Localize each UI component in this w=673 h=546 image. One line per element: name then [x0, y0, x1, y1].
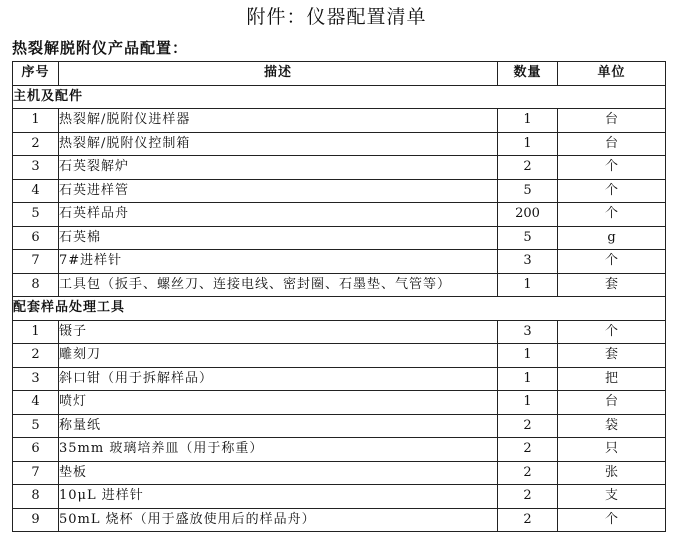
table-row: [13, 109, 666, 133]
row-unit: 个: [558, 320, 666, 344]
row-description: 10μL 进样针: [59, 485, 498, 509]
row-number: 3: [13, 367, 59, 391]
row-number: 2: [13, 132, 59, 156]
row-unit: 支: [558, 485, 666, 509]
row-unit: 套: [558, 344, 666, 368]
table-row: [13, 344, 666, 368]
row-quantity: 1: [498, 344, 558, 368]
document-title: 附件：仪器配置清单: [246, 6, 427, 28]
row-number: 6: [13, 438, 59, 462]
row-number: 7: [13, 250, 59, 274]
table-row: [13, 508, 666, 532]
row-unit: 袋: [558, 414, 666, 438]
row-quantity: 1: [498, 367, 558, 391]
section-title: 热裂解脱附仪产品配置：: [12, 39, 189, 57]
table-row: [13, 273, 666, 297]
row-description: 雕刻刀: [59, 344, 498, 368]
group-row: [13, 297, 666, 321]
row-number: 2: [13, 344, 59, 368]
row-description: 镊子: [59, 320, 498, 344]
header-quantity: 数量: [498, 62, 558, 86]
row-number: 7: [13, 461, 59, 485]
configuration-table: [12, 61, 666, 532]
table-row: [13, 438, 666, 462]
row-quantity: 1: [498, 132, 558, 156]
row-quantity: 1: [498, 273, 558, 297]
row-quantity: 3: [498, 250, 558, 274]
row-quantity: 1: [498, 391, 558, 415]
table-row: [13, 414, 666, 438]
row-quantity: 2: [498, 414, 558, 438]
row-quantity: 2: [498, 461, 558, 485]
row-description: 石英棉: [59, 226, 498, 250]
row-unit: 把: [558, 367, 666, 391]
table-body: [13, 85, 666, 532]
table-row: [13, 179, 666, 203]
header-unit: 单位: [558, 62, 666, 86]
row-number: 4: [13, 391, 59, 415]
header-no: 序号: [13, 62, 59, 86]
table-row: [13, 203, 666, 227]
row-number: 6: [13, 226, 59, 250]
row-unit: 个: [558, 179, 666, 203]
row-description: 喷灯: [59, 391, 498, 415]
row-number: 8: [13, 485, 59, 509]
row-number: 8: [13, 273, 59, 297]
table-row: [13, 485, 666, 509]
row-unit: 台: [558, 132, 666, 156]
table-row: [13, 226, 666, 250]
row-description: 热裂解/脱附仪控制箱: [59, 132, 498, 156]
row-number: 1: [13, 320, 59, 344]
row-number: 3: [13, 156, 59, 180]
table-row: [13, 132, 666, 156]
row-description: 斜口钳（用于拆解样品）: [59, 367, 498, 391]
table-row: [13, 250, 666, 274]
table-row: [13, 367, 666, 391]
row-number: 4: [13, 179, 59, 203]
row-unit: 台: [558, 109, 666, 133]
row-description: 石英进样管: [59, 179, 498, 203]
row-quantity: 1: [498, 109, 558, 133]
row-quantity: 2: [498, 485, 558, 509]
row-quantity: 5: [498, 226, 558, 250]
row-unit: 个: [558, 156, 666, 180]
row-unit: 台: [558, 391, 666, 415]
row-description: 石英裂解炉: [59, 156, 498, 180]
row-quantity: 2: [498, 438, 558, 462]
row-description: 7#进样针: [59, 250, 498, 274]
row-description: 垫板: [59, 461, 498, 485]
group-row: [13, 85, 666, 109]
row-description: 35mm 玻璃培养皿（用于称重）: [59, 438, 498, 462]
table-row: [13, 156, 666, 180]
row-unit: 张: [558, 461, 666, 485]
row-number: 5: [13, 203, 59, 227]
row-number: 9: [13, 508, 59, 532]
row-description: 热裂解/脱附仪进样器: [59, 109, 498, 133]
table-row: [13, 320, 666, 344]
group-title: 主机及配件: [13, 85, 666, 109]
row-unit: 个: [558, 203, 666, 227]
table-row: [13, 391, 666, 415]
row-description: 称量纸: [59, 414, 498, 438]
row-quantity: 200: [498, 203, 558, 227]
row-quantity: 2: [498, 508, 558, 532]
row-unit: g: [558, 226, 666, 250]
row-quantity: 3: [498, 320, 558, 344]
row-quantity: 2: [498, 156, 558, 180]
group-title: 配套样品处理工具: [13, 297, 666, 321]
row-unit: 个: [558, 250, 666, 274]
row-unit: 只: [558, 438, 666, 462]
row-unit: 个: [558, 508, 666, 532]
row-description: 石英样品舟: [59, 203, 498, 227]
table-row: [13, 461, 666, 485]
row-description: 50mL 烧杯（用于盛放使用后的样品舟）: [59, 508, 498, 532]
table-header-row: [13, 62, 666, 86]
row-description: 工具包（扳手、螺丝刀、连接电线、密封圈、石墨垫、气管等）: [59, 273, 498, 297]
header-description: 描述: [59, 62, 498, 86]
row-unit: 套: [558, 273, 666, 297]
row-number: 5: [13, 414, 59, 438]
row-quantity: 5: [498, 179, 558, 203]
row-number: 1: [13, 109, 59, 133]
